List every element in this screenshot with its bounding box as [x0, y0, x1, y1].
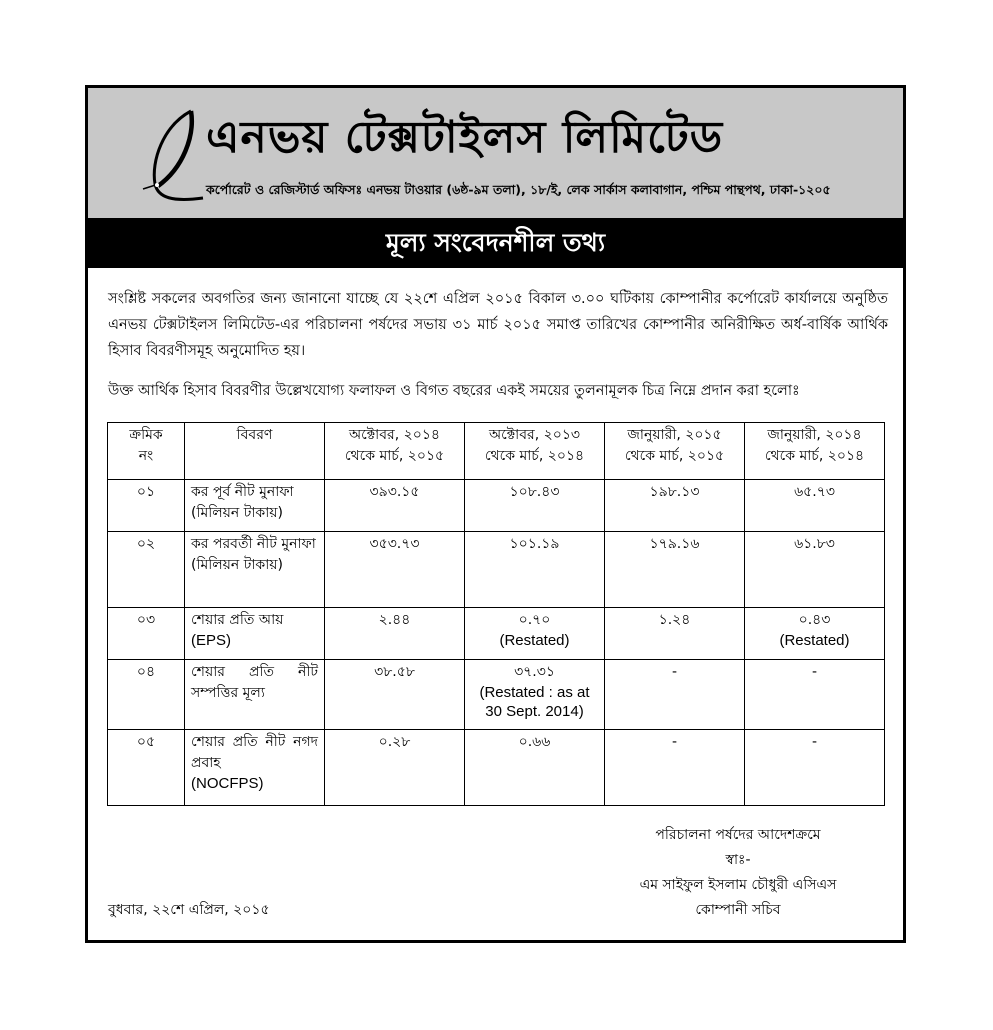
value: ০.৭০: [518, 612, 551, 628]
header-serial: [108, 423, 185, 480]
header-period-2-line1: অক্টোবর, ২০১৩: [488, 427, 581, 443]
cell-value: [465, 480, 605, 532]
description-sub: (মিলিয়ন টাকায়): [191, 505, 283, 521]
header-period-3-line1: জানুয়ারী, ২০১৫: [627, 427, 722, 443]
cell-value: [325, 480, 465, 532]
cell-value: [325, 532, 465, 608]
cell-value: [605, 660, 745, 730]
cell-value: [465, 730, 605, 806]
cell-value: [325, 730, 465, 806]
value-note: (Restated : as at 30 Sept. 2014): [479, 684, 590, 720]
description-text: কর পূর্ব নীট মুনাফা: [191, 484, 294, 500]
header-period-1-line1: অক্টোবর, ২০১৪: [348, 427, 441, 443]
cell-value: [745, 730, 885, 806]
notice-title-band: [88, 218, 903, 268]
cell-serial: ০৫: [108, 730, 185, 806]
header-period-1-line2: থেকে মার্চ, ২০১৫: [344, 448, 445, 464]
cell-value: [325, 660, 465, 730]
value: ১.২৪: [658, 612, 691, 628]
description-text: শেয়ার প্রতি নীট নগদ প্রবাহ: [191, 734, 318, 771]
table-row: [108, 608, 885, 660]
value: ৩৯৩.১৫: [369, 484, 420, 500]
value: ১০১.১৯: [509, 536, 560, 552]
body-paragraph-2: উক্ত আর্থিক হিসাব বিবরণীর উল্লেখযোগ্য ফলাফল ও বিগত বছরের একই সময়ের তুলনামূলক চিত্র নিম্নে প্রদান করা হলোঃ: [108, 383, 800, 399]
cell-value: [605, 480, 745, 532]
signature-block: [608, 823, 868, 923]
cell-serial: ০৪: [108, 660, 185, 730]
cell-description: [185, 608, 325, 660]
header-period-3: [605, 423, 745, 480]
value: -: [811, 664, 818, 680]
notice-body: [108, 286, 888, 404]
header-description: [185, 423, 325, 480]
company-name: এনভয় টেক্সটাইলস লিমিটেড: [206, 112, 724, 163]
financial-results-table: [107, 422, 885, 806]
value: ৩৮.৫৮: [374, 664, 415, 680]
header-period-4-line2: থেকে মার্চ, ২০১৪: [764, 448, 865, 464]
signature-mark: স্বাঃ-: [725, 852, 751, 868]
value: ০.২৮: [378, 734, 411, 750]
value: ০.৪৩: [798, 612, 831, 628]
cell-value: [465, 532, 605, 608]
value: -: [671, 664, 678, 680]
value: ১৯৮.১৩: [649, 484, 700, 500]
cell-value: [745, 532, 885, 608]
body-paragraph-1: সংশ্লিষ্ট সকলের অবগতির জন্য জানানো যাচ্ছে যে ২২শে এপ্রিল ২০১৫ বিকাল ৩.০০ ঘটিকায় কোম্পানীর কর্পোরেট কার্যালয়ে অনুষ্ঠিত এনভয় টেক্সটাইলস লিমিটেড-এর পরিচালনা পর্ষদের সভায় ৩১ মার্চ ২০১৫ সমাপ্ত তারিখের কোম্পানীর অনিরীক্ষিত অর্ধ-বার্ষিক আর্থিক হিসাব বিবরণীসমূহ অনুমোদিত হয়।: [108, 291, 888, 359]
cell-description: [185, 532, 325, 608]
value: -: [811, 734, 818, 750]
value: ৬১.৮৩: [794, 536, 835, 552]
header-period-2: [465, 423, 605, 480]
cell-description: [185, 480, 325, 532]
table-header-row: [108, 423, 885, 480]
header-serial-line2: নং: [138, 448, 154, 464]
cell-value: [745, 608, 885, 660]
value: ০.৬৬: [518, 734, 551, 750]
cell-value: [745, 480, 885, 532]
company-header: [88, 88, 903, 219]
cell-description: [185, 730, 325, 806]
table-row: [108, 480, 885, 532]
cell-description: [185, 660, 325, 730]
cell-value: [605, 532, 745, 608]
header-description-label: বিবরণ: [236, 427, 273, 443]
value: ২.৪৪: [378, 612, 411, 628]
value: ১৭৯.১৬: [649, 536, 700, 552]
cell-value: [745, 660, 885, 730]
header-serial-line1: ক্রমিক: [129, 427, 163, 443]
description-sub: (মিলিয়ন টাকায়): [191, 557, 283, 573]
header-period-2-line2: থেকে মার্চ, ২০১৪: [484, 448, 585, 464]
price-sensitive-notice: [85, 85, 906, 943]
description-text: শেয়ার প্রতি নীট সম্পত্তির মূল্য: [191, 664, 318, 701]
value-note: (Restated): [779, 632, 850, 649]
value: -: [671, 734, 678, 750]
value: ৬৫.৭৩: [794, 484, 835, 500]
cell-value: [605, 730, 745, 806]
cell-serial: ০২: [108, 532, 185, 608]
description-sub: (EPS): [191, 632, 232, 649]
header-period-4-line1: জানুয়ারী, ২০১৪: [767, 427, 862, 443]
header-period-4: [745, 423, 885, 480]
company-address: কর্পোরেট ও রেজিস্টার্ড অফিসঃ এনভয় টাওয়ার (৬ষ্ঠ-৯ম তলা), ১৮/ই, লেক সার্কাস কলাবাগান, পশ্চিম পান্থপথ, ঢাকা-১২০৫: [206, 182, 831, 197]
cell-serial: ০১: [108, 480, 185, 532]
table-row: [108, 660, 885, 730]
value-note: (Restated): [499, 632, 570, 649]
value: ৩৭.৩১: [514, 664, 555, 680]
cell-serial: ০৩: [108, 608, 185, 660]
signatory-title: কোম্পানী সচিব: [695, 902, 781, 918]
header-period-1: [325, 423, 465, 480]
description-text: শেয়ার প্রতি আয়: [191, 612, 284, 628]
signature-authority: পরিচালনা পর্ষদের আদেশক্রমে: [655, 827, 821, 843]
header-period-3-line2: থেকে মার্চ, ২০১৫: [624, 448, 725, 464]
signatory-name: এম সাইফুল ইসলাম চৌধুরী এসিএস: [639, 877, 837, 893]
envoy-leaf-logo-icon: [133, 106, 208, 206]
value: ১০৮.৪৩: [509, 484, 560, 500]
table-row: [108, 532, 885, 608]
description-text: কর পরবর্তী নীট মুনাফা: [191, 536, 316, 552]
cell-value: [465, 608, 605, 660]
value: ৩৫৩.৭৩: [369, 536, 420, 552]
cell-value: [605, 608, 745, 660]
notice-date: বুধবার, ২২শে এপ্রিল, ২০১৫: [108, 902, 270, 918]
notice-title: মূল্য সংবেদনশীল তথ্য: [385, 228, 606, 257]
table-row: [108, 730, 885, 806]
description-sub: (NOCFPS): [191, 775, 264, 792]
cell-value: [465, 660, 605, 730]
cell-value: [325, 608, 465, 660]
